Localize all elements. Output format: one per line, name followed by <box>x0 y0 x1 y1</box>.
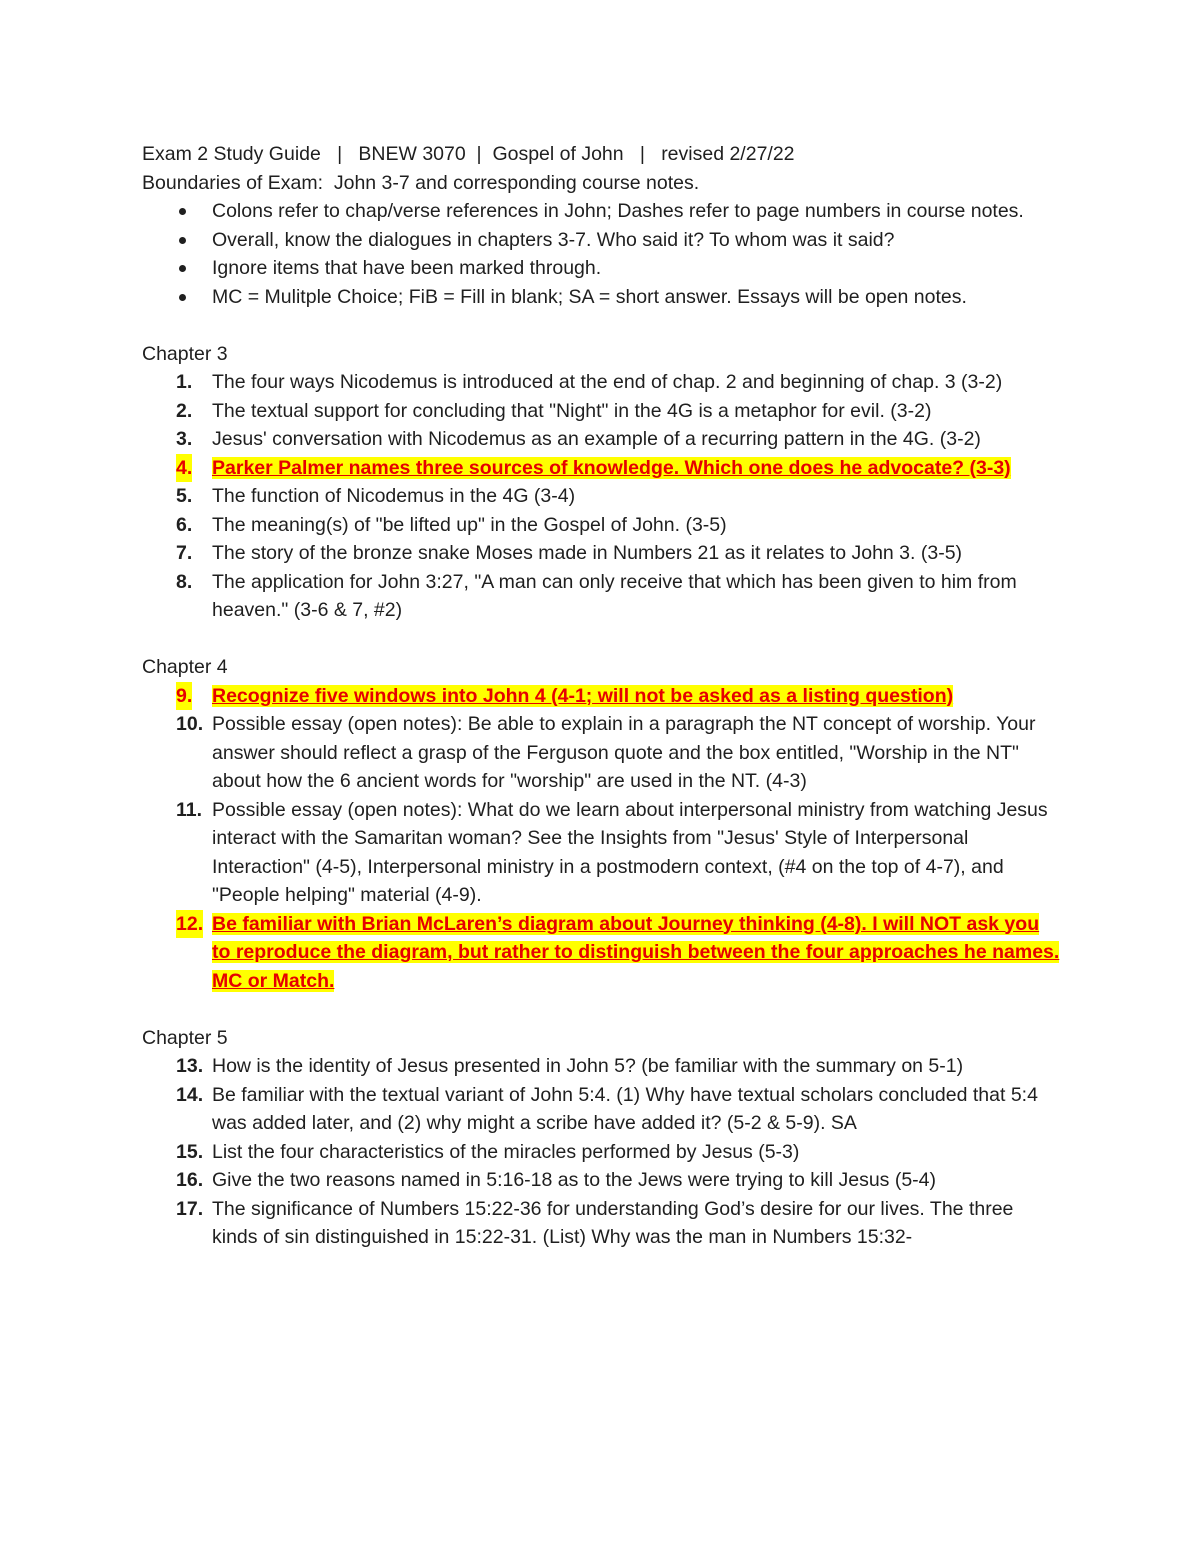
item-number: 12. <box>176 910 203 939</box>
item-number: 8. <box>176 570 193 593</box>
item-text: The four ways Nicodemus is introduced at the end of chap. 2 and beginning of chap. 3 (3-2) <box>212 371 1003 393</box>
list-item <box>142 368 1062 397</box>
item-number: 14. <box>176 1083 204 1106</box>
item-text: Be familiar with the textual variant of John 5:4. (1) Why have textual scholars concluded that 5:4 was added later, and (2) why might a scribe have added it? (5-2 & 5-9). SA <box>212 1083 1038 1134</box>
chapter-5-list <box>142 1052 1062 1252</box>
list-item <box>142 796 1062 910</box>
note-text: Overall, know the dialogues in chapters 3-7. Who said it? To whom was it said? <box>212 228 895 251</box>
item-number: 5. <box>176 485 193 507</box>
item-number: 4. <box>176 454 192 483</box>
list-item <box>142 482 1062 511</box>
item-text: The story of the bronze snake Moses made in Numbers 21 as it relates to John 3. (3-5) <box>212 542 963 564</box>
item-number: 7. <box>176 542 193 564</box>
list-item <box>142 1052 1062 1081</box>
study-guide-page <box>142 140 1062 1252</box>
item-number: 13. <box>176 1055 204 1077</box>
list-item <box>142 1195 1062 1252</box>
note-item <box>142 283 1062 312</box>
list-item <box>142 397 1062 426</box>
note-item <box>142 226 1062 255</box>
list-item <box>142 710 1062 796</box>
bullet-icon <box>179 294 186 301</box>
notes-list <box>142 197 1062 311</box>
list-item <box>142 1081 1062 1138</box>
item-number: 11. <box>176 798 203 821</box>
chapter-4-list <box>142 682 1062 996</box>
item-number: 2. <box>176 399 193 422</box>
item-text: Possible essay (open notes): Be able to explain in a paragraph the NT concept of worship. Your answer should reflect a grasp of the Ferguson quote and the box entitled, "Worship in the NT" about how the 6 ancient words for "worship" are used in the NT. (4-3) <box>212 713 1036 792</box>
note-item <box>142 197 1062 226</box>
item-text: Possible essay (open notes): What do we learn about interpersonal ministry from watching Jesus interact with the Samaritan woman? See the Insights from "Jesus' Style of Interpersonal Interaction" (4-5), Interpersonal ministry in a postmodern context, (#4 on the top of 4-7), and "People helping" material (4-9). <box>212 798 1048 906</box>
note-text: Ignore items that have been marked through. <box>212 257 602 279</box>
item-number: 16. <box>176 1169 204 1191</box>
item-number: 1. <box>176 371 193 393</box>
bullet-icon <box>179 265 186 272</box>
bullet-icon <box>179 237 186 244</box>
list-item <box>142 539 1062 568</box>
exam-boundaries: Boundaries of Exam: John 3-7 and corresponding course notes. <box>142 171 700 194</box>
list-item-highlighted <box>142 910 1062 996</box>
page-title: Exam 2 Study Guide | BNEW 3070 | Gospel of John | revised 2/27/22 <box>142 143 795 165</box>
item-text: Be familiar with Brian McLaren’s diagram about Journey thinking (4-8). I will NOT ask you to reproduce the diagram, but rather to distinguish between the four approaches he names. MC or Match. <box>212 912 1060 992</box>
chapter-4-heading: Chapter 4 <box>142 656 228 678</box>
note-item <box>142 254 1062 283</box>
chapter-5-heading: Chapter 5 <box>142 1026 228 1049</box>
item-text: Jesus' conversation with Nicodemus as an example of a recurring pattern in the 4G. (3-2) <box>212 428 981 450</box>
chapter-3-heading: Chapter 3 <box>142 342 228 365</box>
list-item <box>142 568 1062 625</box>
bullet-icon <box>179 208 186 215</box>
item-number: 17. <box>176 1197 204 1220</box>
item-text: How is the identity of Jesus presented in John 5? (be familiar with the summary on 5-1) <box>212 1055 964 1077</box>
item-text: Parker Palmer names three sources of knowledge. Which one does he advocate? (3-3) <box>212 456 1011 479</box>
note-text: Colons refer to chap/verse references in John; Dashes refer to page numbers in course notes. <box>212 200 1024 222</box>
item-text: The application for John 3:27, "A man can only receive that which has been given to him from heaven." (3-6 & 7, #2) <box>212 570 1017 621</box>
list-item <box>142 425 1062 454</box>
item-text: Give the two reasons named in 5:16-18 as to the Jews were trying to kill Jesus (5-4) <box>212 1169 937 1191</box>
list-item-highlighted <box>142 682 1062 711</box>
item-text: Recognize five windows into John 4 (4-1; will not be asked as a listing question) <box>212 684 954 707</box>
item-number: 10. <box>176 713 204 735</box>
item-number: 3. <box>176 428 193 450</box>
note-text: MC = Mulitple Choice; FiB = Fill in blank; SA = short answer. Essays will be open notes. <box>212 285 967 308</box>
list-item <box>142 1166 1062 1195</box>
item-text: The significance of Numbers 15:22-36 for understanding God’s desire for our lives. The three kinds of sin distinguished in 15:22-31. (List) Why was the man in Numbers 15:32- <box>212 1197 1014 1248</box>
item-text: List the four characteristics of the miracles performed by Jesus (5-3) <box>212 1140 800 1163</box>
list-item <box>142 511 1062 540</box>
list-item <box>142 1138 1062 1167</box>
item-text: The function of Nicodemus in the 4G (3-4) <box>212 485 576 507</box>
item-text: The meaning(s) of "be lifted up" in the Gospel of John. (3-5) <box>212 513 727 536</box>
chapter-3-list <box>142 368 1062 625</box>
item-number: 15. <box>176 1140 204 1163</box>
list-item-highlighted <box>142 454 1062 483</box>
item-number: 9. <box>176 682 192 711</box>
item-number: 6. <box>176 513 193 536</box>
item-text: The textual support for concluding that "Night" in the 4G is a metaphor for evil. (3-2) <box>212 399 932 422</box>
